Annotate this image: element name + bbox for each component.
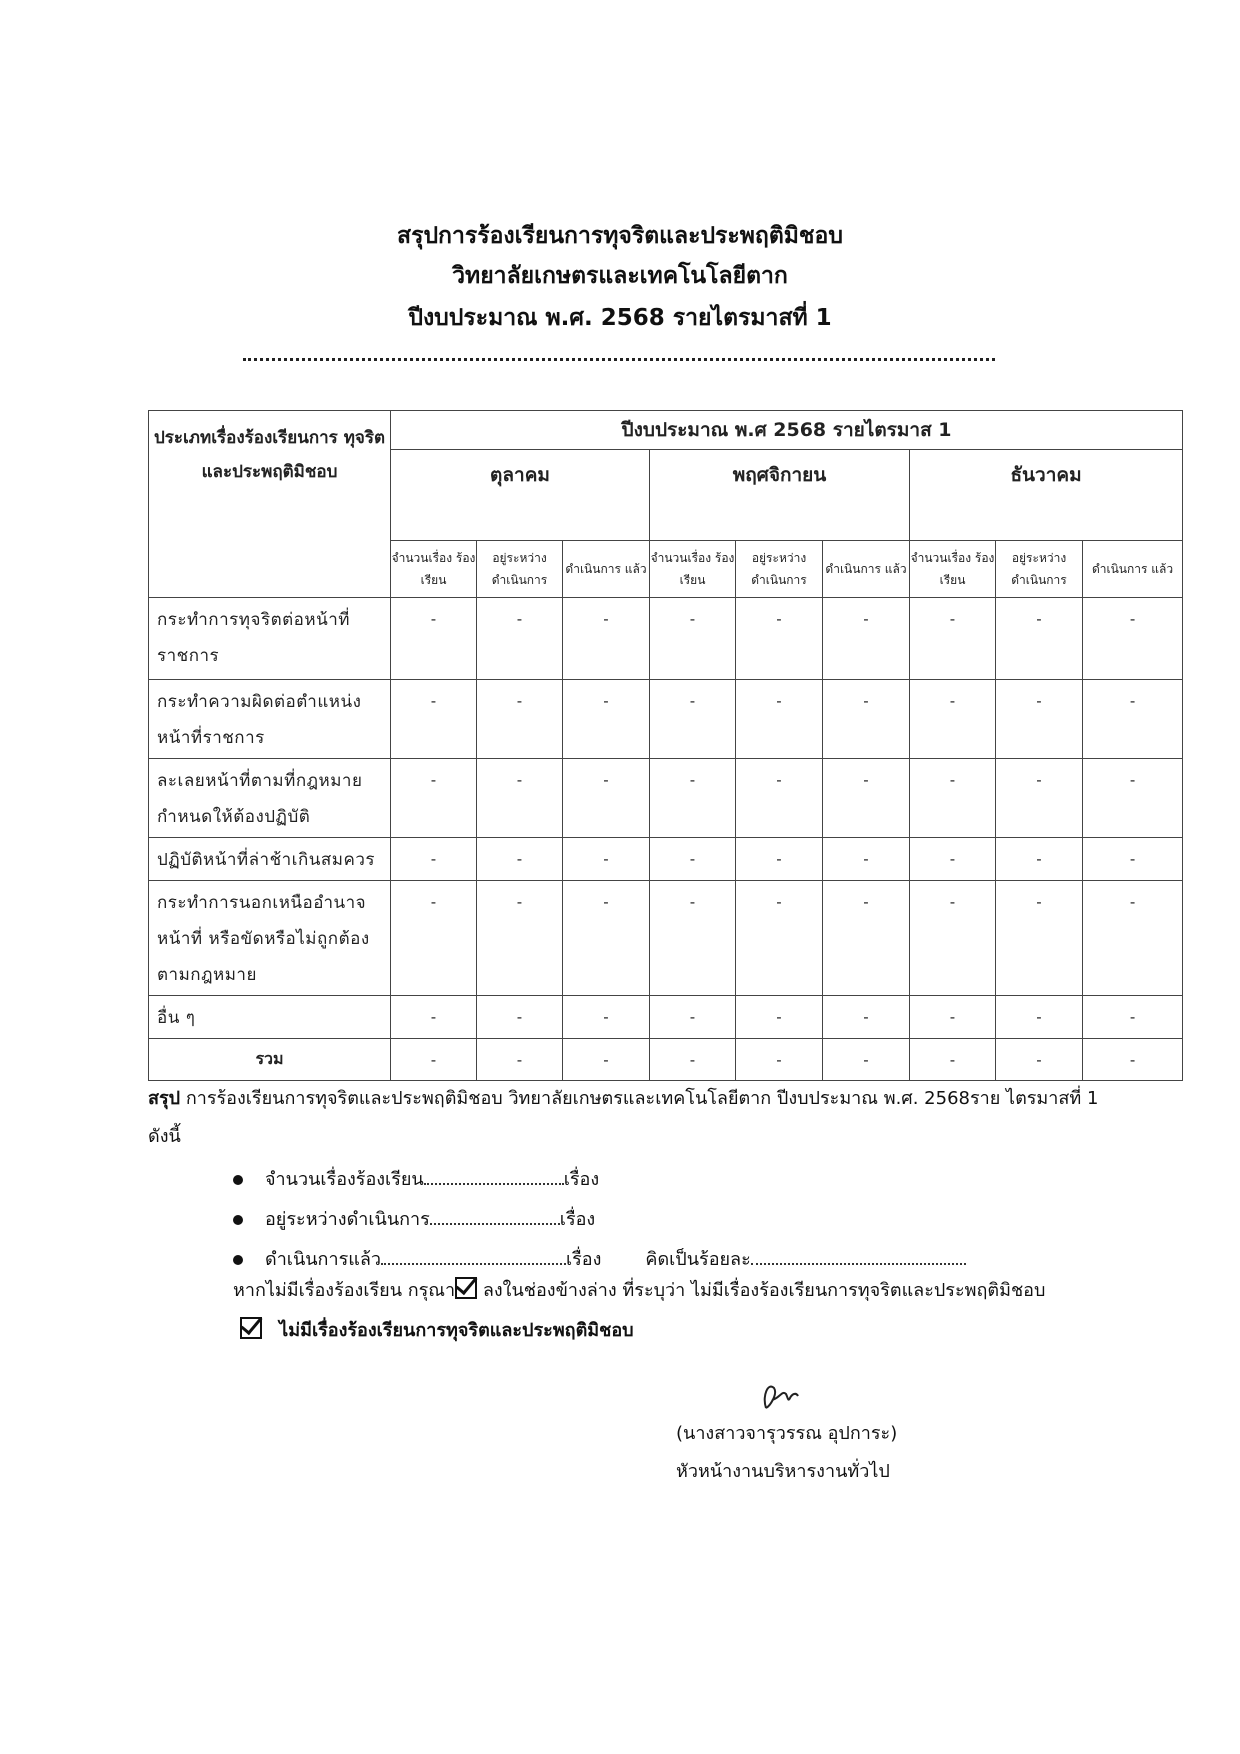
total-cell: -	[391, 1039, 477, 1081]
fill-in-blank	[751, 1247, 966, 1265]
summary-lead: สรุป	[148, 1088, 181, 1109]
total-cell: -	[563, 1039, 650, 1081]
total-cell: -	[477, 1039, 563, 1081]
total-cell: -	[996, 1039, 1083, 1081]
table-cell: -	[996, 996, 1083, 1039]
table-cell: -	[823, 881, 910, 996]
type-column-header: ประเภทเรื่องร้องเรียนการ ทุจริตและประพฤติมิชอบ	[149, 411, 391, 598]
summary-item-completed	[233, 1244, 966, 1273]
month-header-october: ตุลาคม	[391, 450, 650, 541]
table-cell: -	[823, 838, 910, 881]
subheader-complaints: จำนวนเรื่อง ร้องเรียน	[650, 541, 736, 598]
table-cell: -	[823, 598, 910, 680]
subheader-completed: ดำเนินการ แล้ว	[1083, 541, 1183, 598]
table-total-row	[149, 1039, 1183, 1081]
budget-year-header: ปีงบประมาณ พ.ศ 2568 รายไตรมาส 1	[391, 411, 1183, 450]
instruction-text: หากไม่มีเรื่องร้องเรียน กรุณา	[233, 1280, 456, 1301]
table-cell: -	[910, 598, 996, 680]
total-cell: -	[650, 1039, 736, 1081]
table-cell: -	[823, 759, 910, 838]
table-row	[149, 680, 1183, 759]
row-label: กระทำการทุจริตต่อหน้าที่ราชการ	[149, 598, 391, 680]
table-row	[149, 759, 1183, 838]
summary-text: การร้องเรียนการทุจริตและประพฤติมิชอบ วิทยาลัยเกษตรและเทคโนโลยีตาก ปีงบประมาณ พ.ศ. 2568ราย ไตรมาสที่ 1 ดังนี้	[148, 1088, 1099, 1147]
table-cell: -	[391, 759, 477, 838]
subheader-in-progress: อยู่ระหว่าง ดำเนินการ	[477, 541, 563, 598]
table-cell: -	[1083, 759, 1183, 838]
month-header-november: พฤศจิกายน	[650, 450, 910, 541]
table-cell: -	[910, 996, 996, 1039]
table-cell: -	[563, 996, 650, 1039]
total-cell: -	[823, 1039, 910, 1081]
instruction-line	[233, 1272, 1133, 1310]
table-cell: -	[563, 881, 650, 996]
fill-in-blank	[381, 1247, 566, 1265]
no-complaint-label: ไม่มีเรื่องร้องเรียนการทุจริตและประพฤติมิชอบ	[279, 1320, 634, 1341]
table-cell: -	[736, 759, 823, 838]
summary-item-label: ดำเนินการแล้ว	[265, 1249, 381, 1270]
table-cell: -	[910, 759, 996, 838]
table-cell: -	[823, 996, 910, 1039]
bullet-icon	[233, 1215, 243, 1225]
table-row	[149, 838, 1183, 881]
subheader-complaints: จำนวนเรื่อง ร้องเรียน	[910, 541, 996, 598]
total-cell: -	[1083, 1039, 1183, 1081]
table-cell: -	[563, 759, 650, 838]
instruction-text: ลงในช่องข้างล่าง ที่ระบุว่า ไม่มีเรื่องร้องเรียนการทุจริตและประพฤติมิชอบ	[482, 1280, 1046, 1301]
subheader-completed: ดำเนินการ แล้ว	[563, 541, 650, 598]
table-cell: -	[823, 680, 910, 759]
summary-item-unit: เรื่อง	[563, 1169, 600, 1190]
summary-item-label: จำนวนเรื่องร้องเรียน	[265, 1169, 424, 1190]
subheader-completed: ดำเนินการ แล้ว	[823, 541, 910, 598]
table-row	[149, 996, 1183, 1039]
table-cell: -	[1083, 598, 1183, 680]
document-title-line1: สรุปการร้องเรียนการทุจริตและประพฤติมิชอบ	[397, 223, 843, 249]
table-cell: -	[477, 996, 563, 1039]
percentage-label: คิดเป็นร้อยละ	[645, 1249, 751, 1270]
row-label: ปฏิบัติหน้าที่ล่าช้าเกินสมควร	[149, 838, 391, 881]
summary-item-complaints	[233, 1164, 599, 1193]
table-cell: -	[650, 881, 736, 996]
summary-paragraph	[148, 1080, 1108, 1156]
table-cell: -	[391, 838, 477, 881]
table-cell: -	[391, 996, 477, 1039]
signer-name: (นางสาวจารุวรรณ อุปการะ)	[676, 1423, 898, 1444]
fill-in-blank	[424, 1167, 564, 1185]
no-complaint-checkbox-row	[240, 1312, 940, 1350]
table-cell: -	[477, 598, 563, 680]
row-label: ละเลยหน้าที่ตามที่กฎหมายกำหนดให้ต้องปฏิบัติ	[149, 759, 391, 838]
table-cell: -	[1083, 881, 1183, 996]
table-cell: -	[1083, 680, 1183, 759]
table-cell: -	[1083, 996, 1183, 1039]
summary-item-unit: เรื่อง	[559, 1209, 596, 1230]
table-cell: -	[650, 759, 736, 838]
bullet-icon	[233, 1175, 243, 1185]
dotted-separator	[243, 356, 995, 361]
table-cell: -	[910, 881, 996, 996]
signature-scribble	[758, 1378, 818, 1418]
complaint-summary-table	[148, 410, 1183, 1081]
table-cell: -	[736, 881, 823, 996]
subheader-in-progress: อยู่ระหว่าง ดำเนินการ	[996, 541, 1083, 598]
document-title-line3: ปีงบประมาณ พ.ศ. 2568 รายไตรมาสที่ 1	[408, 305, 832, 331]
row-label: อื่น ๆ	[149, 996, 391, 1039]
table-cell: -	[391, 680, 477, 759]
subheader-in-progress: อยู่ระหว่าง ดำเนินการ	[736, 541, 823, 598]
table-cell: -	[650, 680, 736, 759]
signer-position: หัวหน้างานบริหารงานทั่วไป	[676, 1461, 890, 1482]
summary-item-label: อยู่ระหว่างดำเนินการ	[265, 1209, 430, 1230]
bullet-icon	[233, 1255, 243, 1265]
summary-item-unit: เรื่อง	[565, 1249, 602, 1270]
table-cell: -	[563, 838, 650, 881]
no-complaint-checkbox[interactable]	[240, 1317, 262, 1339]
checkmark-icon	[455, 1277, 477, 1299]
total-cell: -	[910, 1039, 996, 1081]
table-cell: -	[736, 598, 823, 680]
table-cell: -	[477, 881, 563, 996]
summary-item-in-progress	[233, 1204, 595, 1233]
row-label: กระทำความผิดต่อตำแหน่งหน้าที่ราชการ	[149, 680, 391, 759]
month-header-december: ธันวาคม	[910, 450, 1183, 541]
row-label: กระทำการนอกเหนืออำนาจหน้าที่ หรือขัดหรือไม่ถูกต้องตามกฎหมาย	[149, 881, 391, 996]
table-cell: -	[1083, 838, 1183, 881]
table-cell: -	[996, 680, 1083, 759]
table-cell: -	[650, 838, 736, 881]
total-label: รวม	[149, 1039, 391, 1081]
table-cell: -	[736, 680, 823, 759]
table-cell: -	[563, 598, 650, 680]
table-cell: -	[996, 838, 1083, 881]
table-cell: -	[996, 759, 1083, 838]
table-cell: -	[650, 996, 736, 1039]
table-cell: -	[996, 598, 1083, 680]
table-cell: -	[391, 598, 477, 680]
table-cell: -	[477, 680, 563, 759]
table-row	[149, 598, 1183, 680]
table-cell: -	[477, 838, 563, 881]
total-cell: -	[736, 1039, 823, 1081]
table-cell: -	[910, 680, 996, 759]
table-cell: -	[736, 996, 823, 1039]
table-cell: -	[736, 838, 823, 881]
table-cell: -	[996, 881, 1083, 996]
table-cell: -	[477, 759, 563, 838]
fill-in-blank	[430, 1207, 560, 1225]
table-cell: -	[650, 598, 736, 680]
table-cell: -	[391, 881, 477, 996]
table-row	[149, 881, 1183, 996]
subheader-complaints: จำนวนเรื่อง ร้องเรียน	[391, 541, 477, 598]
document-title-line2: วิทยาลัยเกษตรและเทคโนโลยีตาก	[452, 263, 788, 289]
table-cell: -	[910, 838, 996, 881]
table-cell: -	[563, 680, 650, 759]
